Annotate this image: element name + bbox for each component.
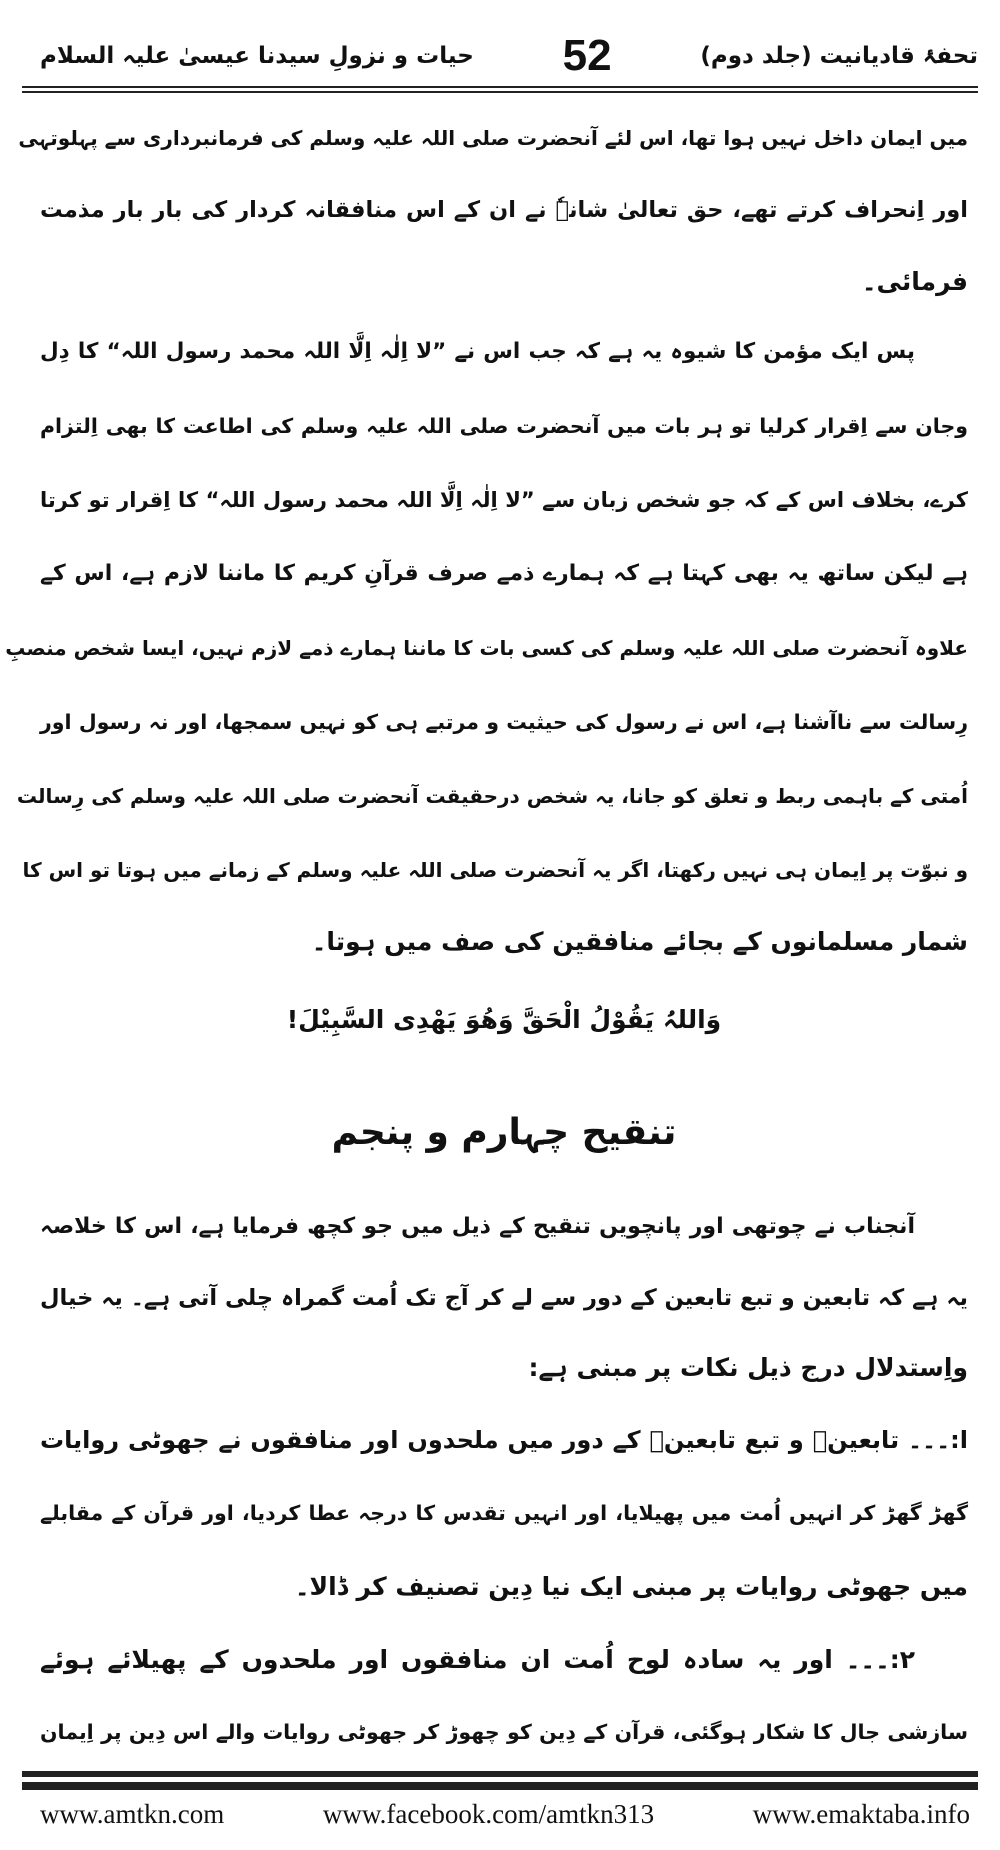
text-line: شمار مسلمانوں کے بجائے منافقین کی صف میں ہوتا۔ <box>311 927 968 956</box>
footer-link-website[interactable]: www.amtkn.com <box>40 1799 225 1829</box>
text-line: آنجناب نے چوتھی اور پانچویں تنقیح کے ذیل میں جو کچھ فرمایا ہے، اس کا خلاصہ <box>40 1214 915 1239</box>
text-line: و نبوّت پر اِیمان ہی نہیں رکھتا، اگر یہ آنحضرت صلی اللہ علیہ وسلم کے زمانے میں ہوتا تو اس کا <box>22 858 968 882</box>
text-line: علاوہ آنحضرت صلی اللہ علیہ وسلم کی کسی بات کا ماننا ہمارے ذمے لازم نہیں، ایسا شخص منصبِ <box>5 636 968 660</box>
book-title: تحفۂ قادیانیت (جلد دوم) <box>700 43 978 69</box>
text-line: وجان سے اِقرار کرلیا تو ہر بات میں آنحضرت صلی اللہ علیہ وسلم کی اطاعت کا بھی اِلتزام <box>40 414 968 438</box>
text-line: فرمائی۔ <box>861 267 968 296</box>
text-line: اُمتی کے باہمی ربط و تعلق کو جانا، یہ شخص درحقیقت آنحضرت صلی اللہ علیہ وسلم کی رِسالت <box>16 784 968 808</box>
text-line: رِسالت سے ناآشنا ہے، اس نے رسول کی حیثیت و مرتبے ہی کو نہیں سمجھا، اور نہ رسول اور <box>40 710 968 734</box>
page-number: 52 <box>562 31 612 80</box>
header-rule-top <box>22 86 978 88</box>
closing-verse: وَاللہُ یَقُوْلُ الْحَقَّ وَهُوَ یَهْدِی السَّبِیْلَ! <box>286 1005 722 1034</box>
text-line: ہے لیکن ساتھ یہ بھی کہتا ہے کہ ہمارے ذمے صرف قرآنِ کریم کا ماننا لازم ہے، اس کے <box>40 561 968 586</box>
footer-link-emaktaba[interactable]: www.emaktaba.info <box>752 1799 970 1829</box>
section-heading: تنقیح چہارم و پنجم <box>331 1112 677 1153</box>
page-header <box>40 26 978 86</box>
text-line: پس ایک مؤمن کا شیوہ یہ ہے کہ جب اس نے ”لا اِلٰہ اِلَّا اللہ محمد رسول اللہ“ کا دِل <box>40 339 915 364</box>
header-rule-bottom <box>22 91 978 93</box>
list-item-line: سازشی جال کا شکار ہوگئی، قرآن کے دِین کو چھوڑ کر جھوٹی روایات والے اس دِین پر اِیمان <box>40 1720 968 1744</box>
text-line: واِستدلال درج ذیل نکات پر مبنی ہے: <box>528 1353 968 1382</box>
footer-rule-top <box>22 1771 978 1777</box>
footer-link-facebook[interactable]: www.facebook.com/amtkn313 <box>322 1799 655 1829</box>
text-line: یہ ہے کہ تابعین و تبع تابعین کے دور سے لے کر آج تک اُمت گمراہ چلی آتی ہے۔ یہ خیال <box>40 1285 968 1311</box>
text-line: کرے، بخلاف اس کے کہ جو شخص زبان سے ”لا اِلٰہ اِلَّا اللہ محمد رسول اللہ“ کا اِقرار تو کرتا <box>40 488 968 512</box>
list-item-line: ۲:۔۔۔ اور یہ سادہ لوح اُمت ان منافقوں اور ملحدوں کے پھیلائے ہوئے <box>40 1645 915 1674</box>
text-line: اور اِنحراف کرتے تھے، حق تعالیٰ شانہٗ نے ان کے اس منافقانہ کردار کی بار بار مذمت <box>40 197 968 223</box>
text-line: میں ایمان داخل نہیں ہوا تھا، اس لئے آنحضرت صلی اللہ علیہ وسلم کی فرمانبرداری سے پہلوتہی <box>18 126 968 150</box>
list-item-line: میں جھوٹی روایات پر مبنی ایک نیا دِین تصنیف کر ڈالا۔ <box>294 1572 968 1601</box>
footer-rule-bottom <box>22 1782 978 1790</box>
page-footer <box>40 1794 970 1834</box>
chapter-title: حیات و نزولِ سیدنا عیسیٰ علیہ السلام <box>40 43 474 69</box>
list-item-line: گھڑ گھڑ کر انہیں اُمت میں پھیلایا، اور انہیں تقدس کا درجہ عطا کردیا، اور قرآن کے مقابلے <box>40 1501 968 1525</box>
list-item-line: ا:۔۔۔ تابعینؒ و تبع تابعینؒ کے دور میں ملحدوں اور منافقوں نے جھوٹی روایات <box>40 1426 968 1454</box>
